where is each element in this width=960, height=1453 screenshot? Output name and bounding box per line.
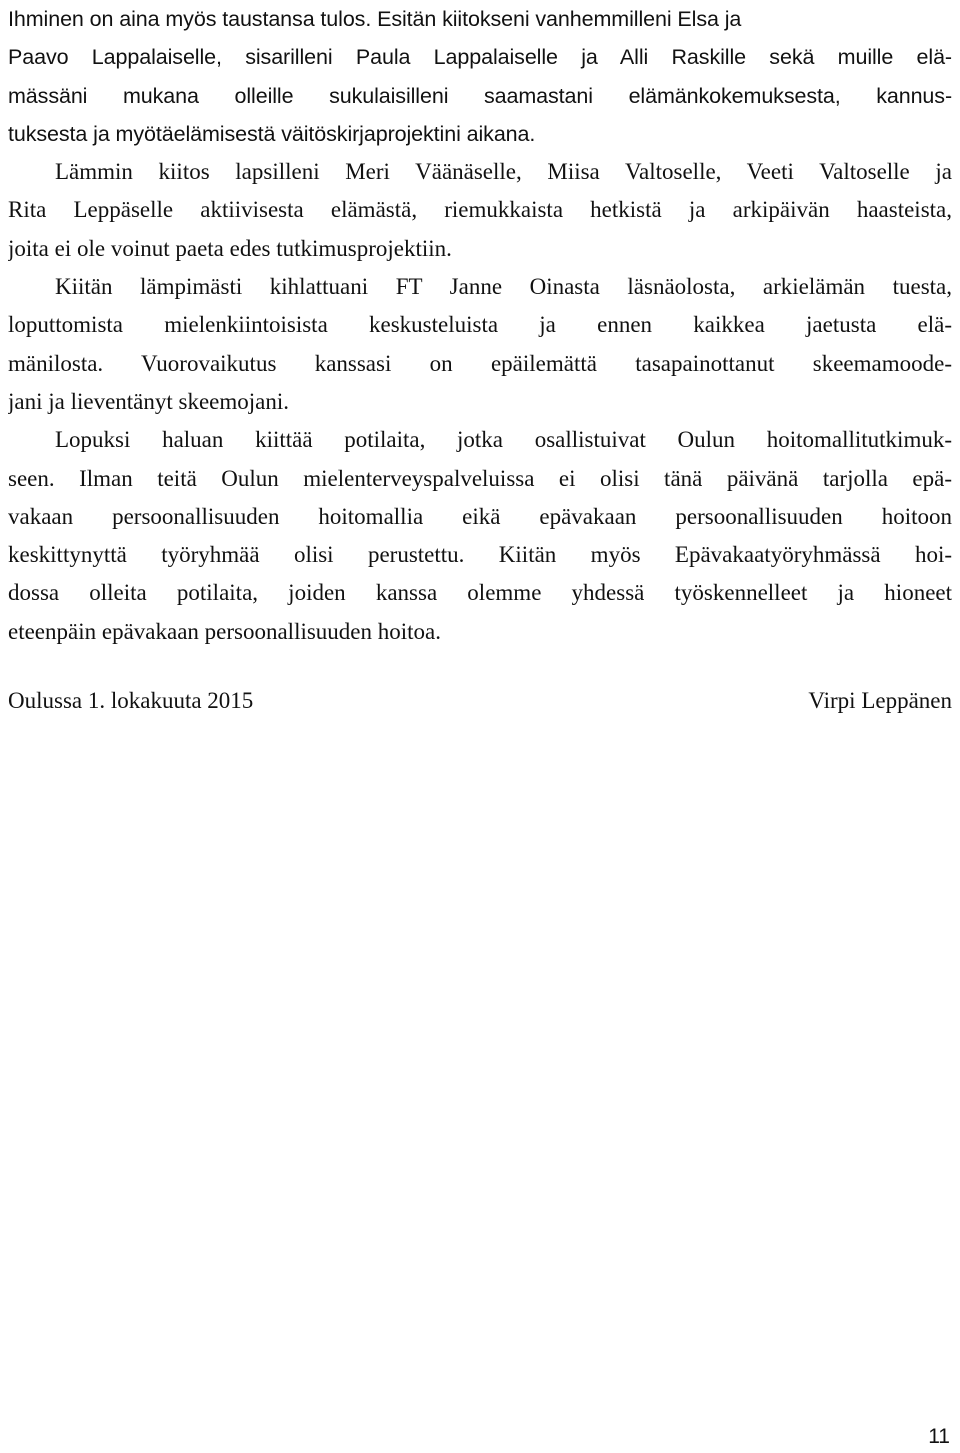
text-line: Lämmin kiitos lapsilleni Meri Väänäselle, Miisa Valtoselle, Veeti Valtoselle ja [55, 159, 952, 185]
text-line: mänilosta. Vuorovaikutus kanssasi on epäilemättä tasapainottanut skeemamoode- [8, 350, 952, 376]
text-line: mässäni mukana olleille sukulaisilleni saamastani elämänkokemuksesta, kannus- [8, 83, 952, 108]
acknowledgements-text [8, 0, 952, 720]
text-line: Kiitän lämpimästi kihlattuani FT Janne Oinasta läsnäolosta, arkielämän tuesta, [55, 274, 952, 300]
text-line: Ihminen on aina myös taustansa tulos. Esitän kiitokseni vanhemmilleni Elsa ja [8, 7, 742, 31]
text-line: Paavo Lappalaiselle, sisarilleni Paula Lappalaiselle ja Alli Raskille sekä muille elä- [8, 45, 952, 70]
text-line: Rita Leppäselle aktiivisesta elämästä, riemukkaista hetkistä ja arkipäivän haasteista, [8, 197, 952, 223]
signature-block [8, 682, 952, 720]
text-line: keskittynyttä työryhmää olisi perustettu. Kiitän myös Epävakaatyöryhmässä hoi- [8, 542, 952, 568]
text-line: dossa olleita potilaita, joiden kanssa olemme yhdessä työskennelleet ja hioneet [8, 580, 952, 606]
page-number: 11 [928, 1425, 950, 1448]
author-name: Virpi Leppänen [808, 688, 952, 714]
place-date: Oulussa 1. lokakuuta 2015 [8, 688, 254, 714]
paragraph [8, 421, 952, 651]
paragraph [8, 268, 952, 421]
text-line: tuksesta ja myötäelämisestä väitöskirjaprojektini aikana. [8, 121, 536, 146]
text-line: eteenpäin epävakaan persoonallisuuden hoitoa. [8, 618, 442, 644]
text-line: vakaan persoonallisuuden hoitomallia eikä epävakaan persoonallisuuden hoitoon [8, 503, 952, 529]
text-line: joita ei ole voinut paeta edes tutkimusprojektiin. [8, 235, 452, 261]
text-line: jani ja lieventänyt skeemojani. [8, 388, 290, 414]
paragraph [8, 0, 952, 153]
text-line: seen. Ilman teitä Oulun mielenterveyspalveluissa ei olisi tänä päivänä tarjolla epä- [8, 465, 952, 491]
paragraph [8, 153, 952, 268]
text-line: loputtomista mielenkiintoisista keskusteluista ja ennen kaikkea jaetusta elä- [8, 312, 952, 338]
text-line: Lopuksi haluan kiittää potilaita, jotka osallistuivat Oulun hoitomallitutkimuk- [55, 427, 952, 453]
